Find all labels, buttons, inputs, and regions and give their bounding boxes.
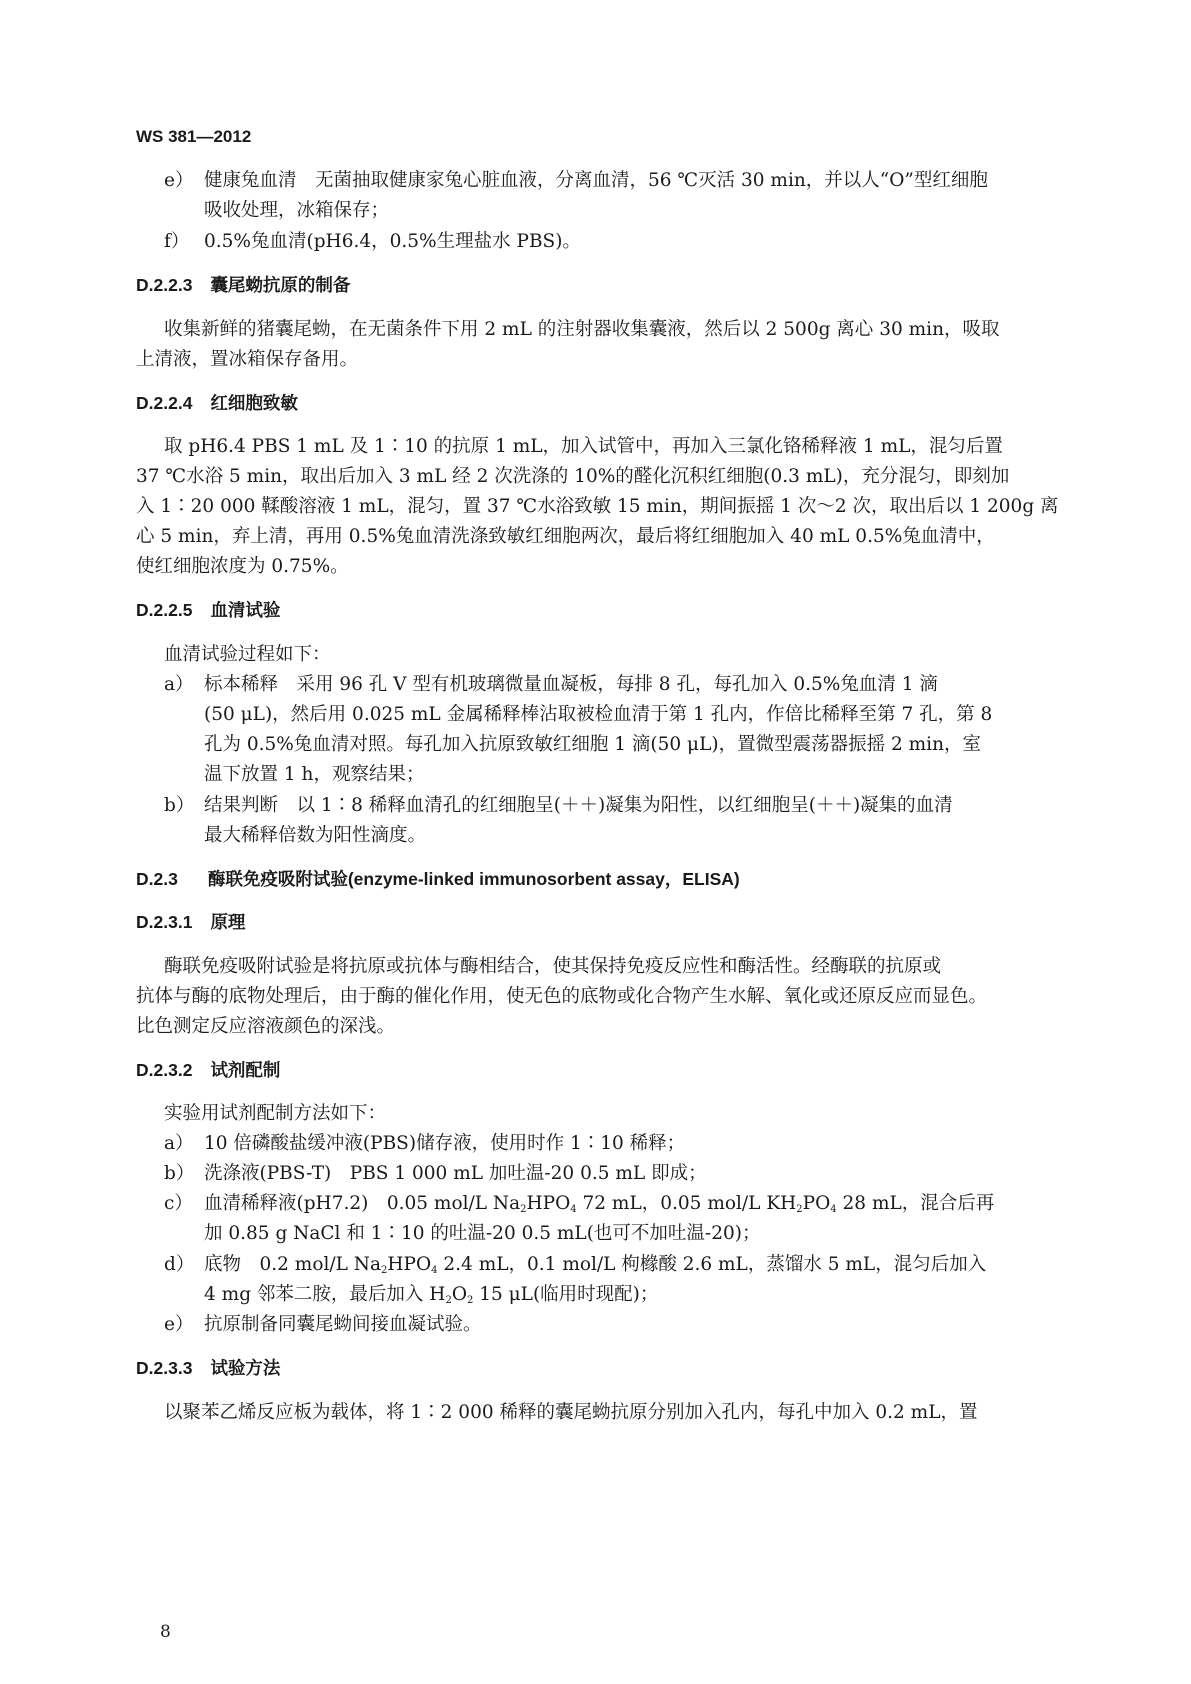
paragraph-line: 上清液，置冰箱保存备用。 [136, 349, 359, 370]
paragraph-line: 以聚苯乙烯反应板为载体，将 1∶2 000 稀释的囊尾蚴抗原分别加入孔内，每孔中加入 0.2 mL，置 [164, 1402, 978, 1423]
list-item-a-line1 [164, 673, 938, 697]
list-text: 抗原制备同囊尾蚴间接血凝试验。 [204, 1314, 482, 1335]
list-marker: a） [164, 674, 194, 695]
paragraph-line: 使红细胞浓度为 0.75%。 [136, 556, 349, 577]
list-item-b [164, 1162, 707, 1186]
list-item-e-line1 [164, 169, 988, 193]
list-text: 健康兔血清 无菌抽取健康家兔心脏血液，分离血清，56 ℃灭活 30 min，并以人“O”型红细胞 [204, 170, 988, 191]
list-item-e [164, 1313, 482, 1337]
list-item-c-line2: 加 0.85 g NaCl 和 1∶10 的吐温-20 0.5 mL(也可不加吐温-20)； [204, 1223, 761, 1244]
paragraph-line: 比色测定反应溶液颜色的深浅。 [136, 1016, 396, 1037]
section-number: D.2.3.1 [136, 912, 193, 932]
list-item-b-line2: 最大稀释倍数为阳性滴度。 [204, 825, 427, 846]
paragraph-line: 收集新鲜的猪囊尾蚴，在无菌条件下用 2 mL 的注射器收集囊液，然后以 2 500g 离心 30 min，吸取 [164, 319, 1000, 340]
paragraph-line: 入 1∶20 000 鞣酸溶液 1 mL，混匀，置 37 ℃水浴致敏 15 min，期间振摇 1 次～2 次，取出后以 1 200g 离 [136, 496, 1059, 517]
section-heading-d223 [136, 273, 350, 298]
paragraph-line: 抗体与酶的底物处理后，由于酶的催化作用，使无色的底物或化合物产生水解、氧化或还原反应而显色。 [136, 986, 988, 1007]
paragraph-line: 37 ℃水浴 5 min，取出后加入 3 mL 经 2 次洗涤的 10%的醛化沉积红细胞(0.3 mL)，充分混匀，即刻加 [136, 466, 1010, 487]
section-number: D.2.3.2 [136, 1060, 193, 1080]
list-item-a-line3: 孔为 0.5%兔血清对照。每孔加入抗原致敏红细胞 1 滴(50 μL)，置微型震荡器振摇 2 min，室 [204, 734, 981, 755]
list-item-a-line4: 温下放置 1 h，观察结果； [204, 764, 425, 785]
list-item-c-line1 [164, 1192, 994, 1216]
section-title: 试验方法 [210, 1359, 281, 1379]
section-title: 红细胞致敏 [210, 394, 298, 414]
section-heading-d233 [136, 1356, 280, 1381]
list-item-d-line2: 4 mg 邻苯二胺，最后加入 $H_2O_2$ 15 μL(临用时现配)； [204, 1284, 659, 1306]
list-text: 0.5%兔血清(pH6.4，0.5%生理盐水 PBS)。 [204, 231, 581, 252]
section-heading-d232 [136, 1058, 280, 1083]
section-title: 试剂配制 [210, 1061, 281, 1081]
list-text: 标本稀释 采用 96 孔 V 型有机玻璃微量血凝板，每排 8 孔，每孔加入 0.5%兔血清 1 滴 [204, 674, 938, 695]
list-marker: e） [164, 1314, 194, 1335]
section-heading-d224 [136, 391, 298, 416]
list-marker: a） [164, 1133, 194, 1154]
section-number: D.2.3 [136, 869, 178, 889]
list-text: 洗涤液(PBS-T) PBS 1 000 mL 加吐温-20 0.5 mL 即成； [204, 1163, 707, 1184]
list-item-e-line2: 吸收处理，冰箱保存； [204, 200, 390, 221]
list-item-a [164, 1132, 685, 1156]
paragraph-line: 取 pH6.4 PBS 1 mL 及 1∶10 的抗原 1 mL，加入试管中，再加入三氯化铬稀释液 1 mL，混匀后置 [164, 436, 1003, 457]
section-heading-d231 [136, 910, 245, 935]
list-marker: b） [164, 795, 195, 816]
paragraph-line: 酶联免疫吸附试验是将抗原或抗体与酶相结合，使其保持免疫反应性和酶活性。经酶联的抗原或 [164, 956, 942, 977]
list-text: 结果判断 以 1∶8 稀释血清孔的红细胞呈(＋＋)凝集为阳性，以红细胞呈(＋＋)凝集的血清 [204, 795, 953, 816]
list-item-a-line2: (50 μL)，然后用 0.025 mL 金属稀释棒沾取被检血清于第 1 孔内，作倍比稀释至第 7 孔，第 8 [204, 704, 993, 725]
list-text: 血清稀释液(pH7.2) 0.05 mol/L $Na_2HPO_4$ 72 mL，0.05 mol/L $KH_2PO_4$ 28 mL，混合后再 [204, 1193, 995, 1215]
paragraph-line: 血清试验过程如下： [164, 644, 331, 665]
section-title: 囊尾蚴抗原的制备 [210, 276, 351, 296]
list-marker: c） [164, 1193, 193, 1214]
section-number: D.2.2.4 [136, 393, 193, 413]
section-title: 酶联免疫吸附试验(enzyme-linked immunosorbent assay，ELISA) [207, 869, 740, 889]
list-marker: b） [164, 1163, 195, 1184]
list-marker: d） [164, 1254, 195, 1275]
section-title: 原理 [210, 913, 246, 933]
page-number: 8 [160, 1622, 171, 1642]
section-number: D.2.3.3 [136, 1358, 193, 1378]
section-heading-d225 [136, 598, 280, 623]
paragraph-line: 心 5 min，弃上清，再用 0.5%兔血清洗涤致敏红细胞两次，最后将红细胞加入 40 mL 0.5%兔血清中， [136, 526, 995, 547]
list-text: 10 倍磷酸盐缓冲液(PBS)储存液，使用时作 1∶10 稀释； [204, 1133, 686, 1154]
list-item-f [164, 230, 581, 254]
section-title: 血清试验 [210, 601, 281, 621]
list-marker: e） [164, 170, 194, 191]
list-marker: f） [164, 231, 190, 252]
document-header: WS 381—2012 [136, 127, 252, 146]
list-item-d-line1 [164, 1253, 986, 1277]
section-heading-d23 [136, 867, 740, 892]
paragraph-line: 实验用试剂配制方法如下： [164, 1103, 387, 1124]
section-number: D.2.2.3 [136, 275, 193, 295]
list-item-b-line1 [164, 794, 953, 818]
section-number: D.2.2.5 [136, 600, 193, 620]
list-text: 底物 0.2 mol/L $Na_2HPO_4$ 2.4 mL，0.1 mol/L 枸橼酸 2.6 mL，蒸馏水 5 mL，混匀后加入 [204, 1254, 987, 1276]
